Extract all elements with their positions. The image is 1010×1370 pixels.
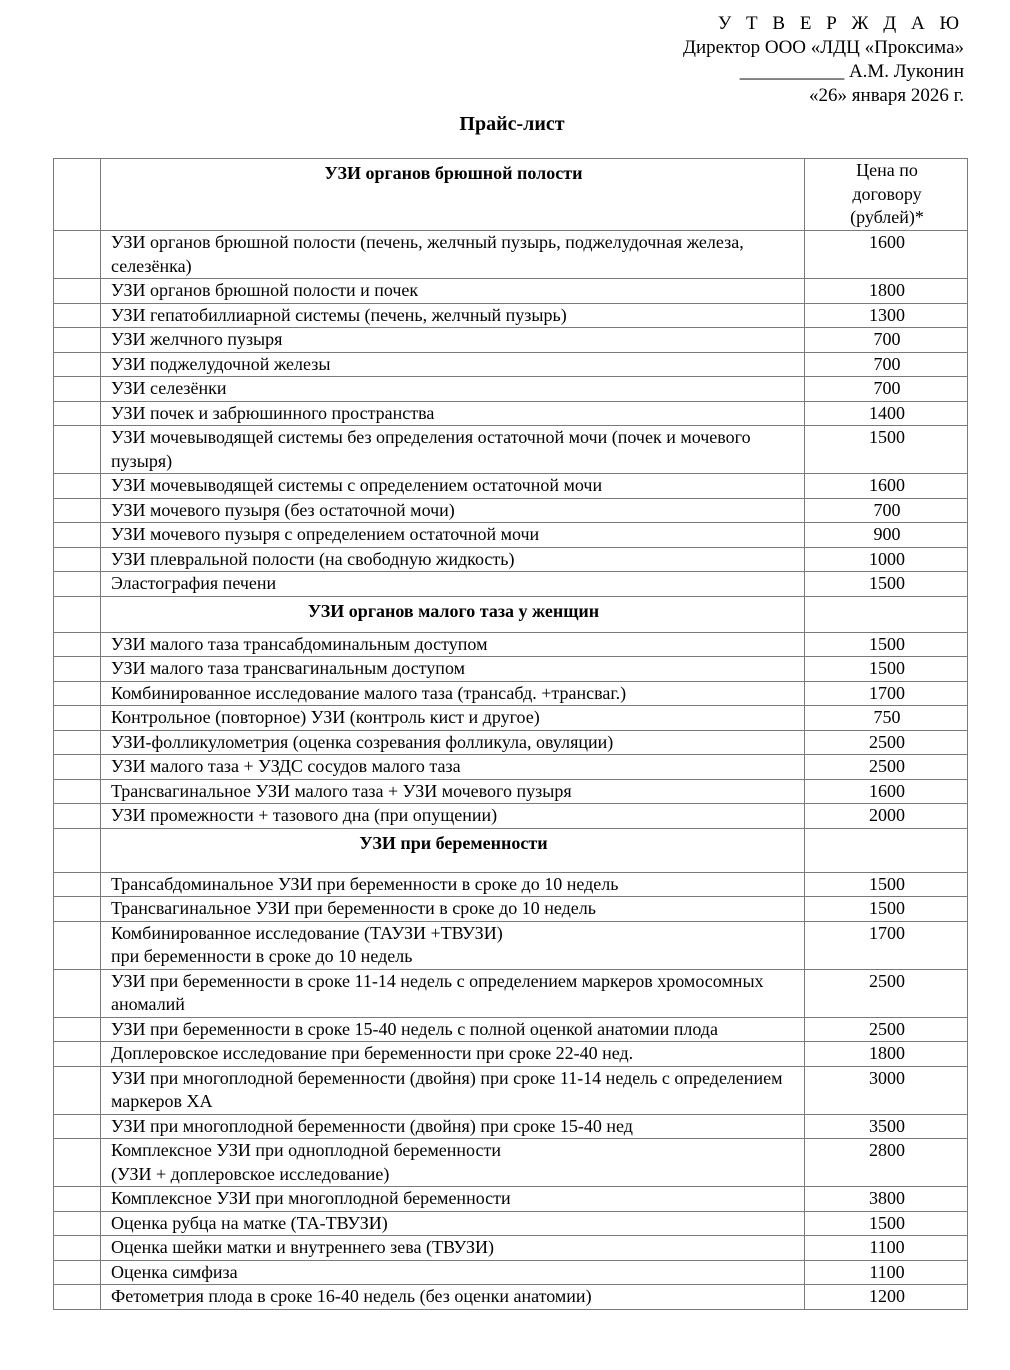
row-number-cell	[54, 596, 101, 632]
table-row	[54, 969, 968, 1017]
service-name: Комбинированное исследование (ТАУЗИ +ТВУЗИ) при беременности в сроке до 10 недель	[101, 921, 805, 969]
table-row	[54, 681, 968, 706]
row-number-cell	[54, 1236, 101, 1261]
service-name: УЗИ мочевыводящей системы с определением остаточной мочи	[101, 474, 805, 499]
table-row	[54, 572, 968, 597]
service-name: УЗИ при многоплодной беременности (двойня) при сроке 15-40 нед	[101, 1114, 805, 1139]
row-number-cell	[54, 872, 101, 897]
service-price: 2000	[805, 804, 968, 829]
table-row	[54, 474, 968, 499]
approval-date: «26» января 2026 г.	[809, 85, 964, 106]
row-number-cell	[54, 547, 101, 572]
service-price: 2500	[805, 730, 968, 755]
service-name: УЗИ почек и забрюшинного пространства	[101, 401, 805, 426]
service-name: УЗИ гепатобиллиарной системы (печень, желчный пузырь)	[101, 303, 805, 328]
approval-signature: ___________ А.М. Луконин	[739, 61, 964, 82]
table-row	[54, 279, 968, 304]
table-row	[54, 1187, 968, 1212]
row-number-cell	[54, 401, 101, 426]
service-price: 1700	[805, 921, 968, 969]
table-row	[54, 1114, 968, 1139]
service-name: УЗИ желчного пузыря	[101, 328, 805, 353]
row-number-cell	[54, 377, 101, 402]
service-price: 1400	[805, 401, 968, 426]
service-name: Оценка симфиза	[101, 1260, 805, 1285]
row-number-cell	[54, 1042, 101, 1067]
table-row	[54, 657, 968, 682]
service-price: 1100	[805, 1236, 968, 1261]
table-row	[54, 1236, 968, 1261]
service-name: Трансабдоминальное УЗИ при беременности в сроке до 10 недель	[101, 872, 805, 897]
service-price: 2500	[805, 755, 968, 780]
service-price: 1500	[805, 1211, 968, 1236]
row-number-cell	[54, 426, 101, 474]
service-price: 1500	[805, 426, 968, 474]
row-number-cell	[54, 706, 101, 731]
table-row	[54, 779, 968, 804]
section-title: УЗИ органов брюшной полости	[101, 159, 805, 231]
table-row	[54, 426, 968, 474]
service-price: 1500	[805, 632, 968, 657]
service-name: УЗИ поджелудочной железы	[101, 352, 805, 377]
service-price: 700	[805, 352, 968, 377]
row-number-cell	[54, 303, 101, 328]
row-number-cell	[54, 828, 101, 872]
table-row	[54, 706, 968, 731]
section-title: УЗИ при беременности	[101, 828, 805, 872]
service-price: 1600	[805, 231, 968, 279]
price-cell-empty	[805, 596, 968, 632]
row-number-cell	[54, 1139, 101, 1187]
service-name: Оценка рубца на матке (ТА-ТВУЗИ)	[101, 1211, 805, 1236]
service-price: 900	[805, 523, 968, 548]
service-name: Комплексное УЗИ при многоплодной беременности	[101, 1187, 805, 1212]
service-name: УЗИ малого таза трансвагинальным доступом	[101, 657, 805, 682]
table-row	[54, 1042, 968, 1067]
row-number-cell	[54, 159, 101, 231]
row-number-cell	[54, 897, 101, 922]
row-number-cell	[54, 523, 101, 548]
approval-title: У Т В Е Р Ж Д А Ю	[717, 13, 964, 34]
service-price: 3800	[805, 1187, 968, 1212]
table-row	[54, 401, 968, 426]
service-name: УЗИ мочевыводящей системы без определения остаточной мочи (почек и мочевого пузыря)	[101, 426, 805, 474]
approval-block	[683, 12, 964, 108]
table-row	[54, 547, 968, 572]
row-number-cell	[54, 498, 101, 523]
service-price: 1600	[805, 474, 968, 499]
table-row	[54, 921, 968, 969]
service-price: 1500	[805, 572, 968, 597]
row-number-cell	[54, 1187, 101, 1212]
row-number-cell	[54, 352, 101, 377]
row-number-cell	[54, 1017, 101, 1042]
table-row	[54, 1066, 968, 1114]
service-name: Оценка шейки матки и внутреннего зева (ТВУЗИ)	[101, 1236, 805, 1261]
service-name: Доплеровское исследование при беременности при сроке 22-40 нед.	[101, 1042, 805, 1067]
service-name: УЗИ малого таза + УЗДС сосудов малого таза	[101, 755, 805, 780]
row-number-cell	[54, 681, 101, 706]
service-price: 1500	[805, 657, 968, 682]
row-number-cell	[54, 804, 101, 829]
section-header-row	[54, 159, 968, 231]
row-number-cell	[54, 779, 101, 804]
row-number-cell	[54, 1114, 101, 1139]
service-name: Контрольное (повторное) УЗИ (контроль кист и другое)	[101, 706, 805, 731]
service-name: УЗИ селезёнки	[101, 377, 805, 402]
service-price: 1300	[805, 303, 968, 328]
service-price: 2500	[805, 1017, 968, 1042]
service-name: УЗИ при беременности в сроке 11-14 недель с определением маркеров хромосомных аномалий	[101, 969, 805, 1017]
row-number-cell	[54, 730, 101, 755]
service-price: 700	[805, 328, 968, 353]
service-name: Фетометрия плода в сроке 16-40 недель (без оценки анатомии)	[101, 1285, 805, 1310]
service-price: 1800	[805, 1042, 968, 1067]
row-number-cell	[54, 279, 101, 304]
table-row	[54, 1285, 968, 1310]
row-number-cell	[54, 1260, 101, 1285]
table-row	[54, 231, 968, 279]
table-row	[54, 730, 968, 755]
service-name: УЗИ мочевого пузыря (без остаточной мочи)	[101, 498, 805, 523]
row-number-cell	[54, 231, 101, 279]
row-number-cell	[54, 632, 101, 657]
service-name: УЗИ органов брюшной полости и почек	[101, 279, 805, 304]
service-name: УЗИ промежности + тазового дна (при опущении)	[101, 804, 805, 829]
price-table	[53, 158, 968, 1310]
table-row	[54, 897, 968, 922]
service-price: 3000	[805, 1066, 968, 1114]
table-row	[54, 872, 968, 897]
section-header-row	[54, 596, 968, 632]
row-number-cell	[54, 921, 101, 969]
service-price: 1200	[805, 1285, 968, 1310]
table-row	[54, 1017, 968, 1042]
service-name: Трансвагинальное УЗИ при беременности в сроке до 10 недель	[101, 897, 805, 922]
table-row	[54, 632, 968, 657]
row-number-cell	[54, 572, 101, 597]
price-header: Цена по договору (рублей)*	[805, 159, 968, 231]
service-price: 1700	[805, 681, 968, 706]
approval-position: Директор ООО «ЛДЦ «Проксима»	[683, 37, 964, 58]
row-number-cell	[54, 1285, 101, 1310]
table-row	[54, 1211, 968, 1236]
service-name: УЗИ при многоплодной беременности (двойня) при сроке 11-14 недель с определением маркеров ХА	[101, 1066, 805, 1114]
section-title: УЗИ органов малого таза у женщин	[101, 596, 805, 632]
service-price: 2500	[805, 969, 968, 1017]
service-name: УЗИ при беременности в сроке 15-40 недель с полной оценкой анатомии плода	[101, 1017, 805, 1042]
service-name: УЗИ-фолликулометрия (оценка созревания фолликула, овуляции)	[101, 730, 805, 755]
service-price: 1500	[805, 872, 968, 897]
service-price: 1500	[805, 897, 968, 922]
table-row	[54, 377, 968, 402]
service-price: 3500	[805, 1114, 968, 1139]
service-name: УЗИ органов брюшной полости (печень, желчный пузырь, поджелудочная железа, селезёнка)	[101, 231, 805, 279]
service-name: УЗИ плевральной полости (на свободную жидкость)	[101, 547, 805, 572]
table-row	[54, 1260, 968, 1285]
section-header-row	[54, 828, 968, 872]
service-name: УЗИ малого таза трансабдоминальным доступом	[101, 632, 805, 657]
service-name: Эластография печени	[101, 572, 805, 597]
service-price: 700	[805, 377, 968, 402]
price-cell-empty	[805, 828, 968, 872]
service-price: 750	[805, 706, 968, 731]
table-row	[54, 523, 968, 548]
table-row	[54, 498, 968, 523]
service-name: Трансвагинальное УЗИ малого таза + УЗИ мочевого пузыря	[101, 779, 805, 804]
service-price: 2800	[805, 1139, 968, 1187]
service-price: 1000	[805, 547, 968, 572]
row-number-cell	[54, 328, 101, 353]
row-number-cell	[54, 755, 101, 780]
service-price: 700	[805, 498, 968, 523]
table-row	[54, 303, 968, 328]
row-number-cell	[54, 1211, 101, 1236]
row-number-cell	[54, 474, 101, 499]
service-name: Комбинированное исследование малого таза (трансабд. +трансваг.)	[101, 681, 805, 706]
service-price: 1100	[805, 1260, 968, 1285]
table-row	[54, 804, 968, 829]
document-title: Прайс-лист	[459, 113, 565, 135]
row-number-cell	[54, 1066, 101, 1114]
row-number-cell	[54, 657, 101, 682]
table-row	[54, 1139, 968, 1187]
service-price: 1600	[805, 779, 968, 804]
table-row	[54, 352, 968, 377]
service-price: 1800	[805, 279, 968, 304]
row-number-cell	[54, 969, 101, 1017]
table-row	[54, 328, 968, 353]
table-row	[54, 755, 968, 780]
service-name: Комплексное УЗИ при одноплодной беременности (УЗИ + доплеровское исследование)	[101, 1139, 805, 1187]
service-name: УЗИ мочевого пузыря с определением остаточной мочи	[101, 523, 805, 548]
